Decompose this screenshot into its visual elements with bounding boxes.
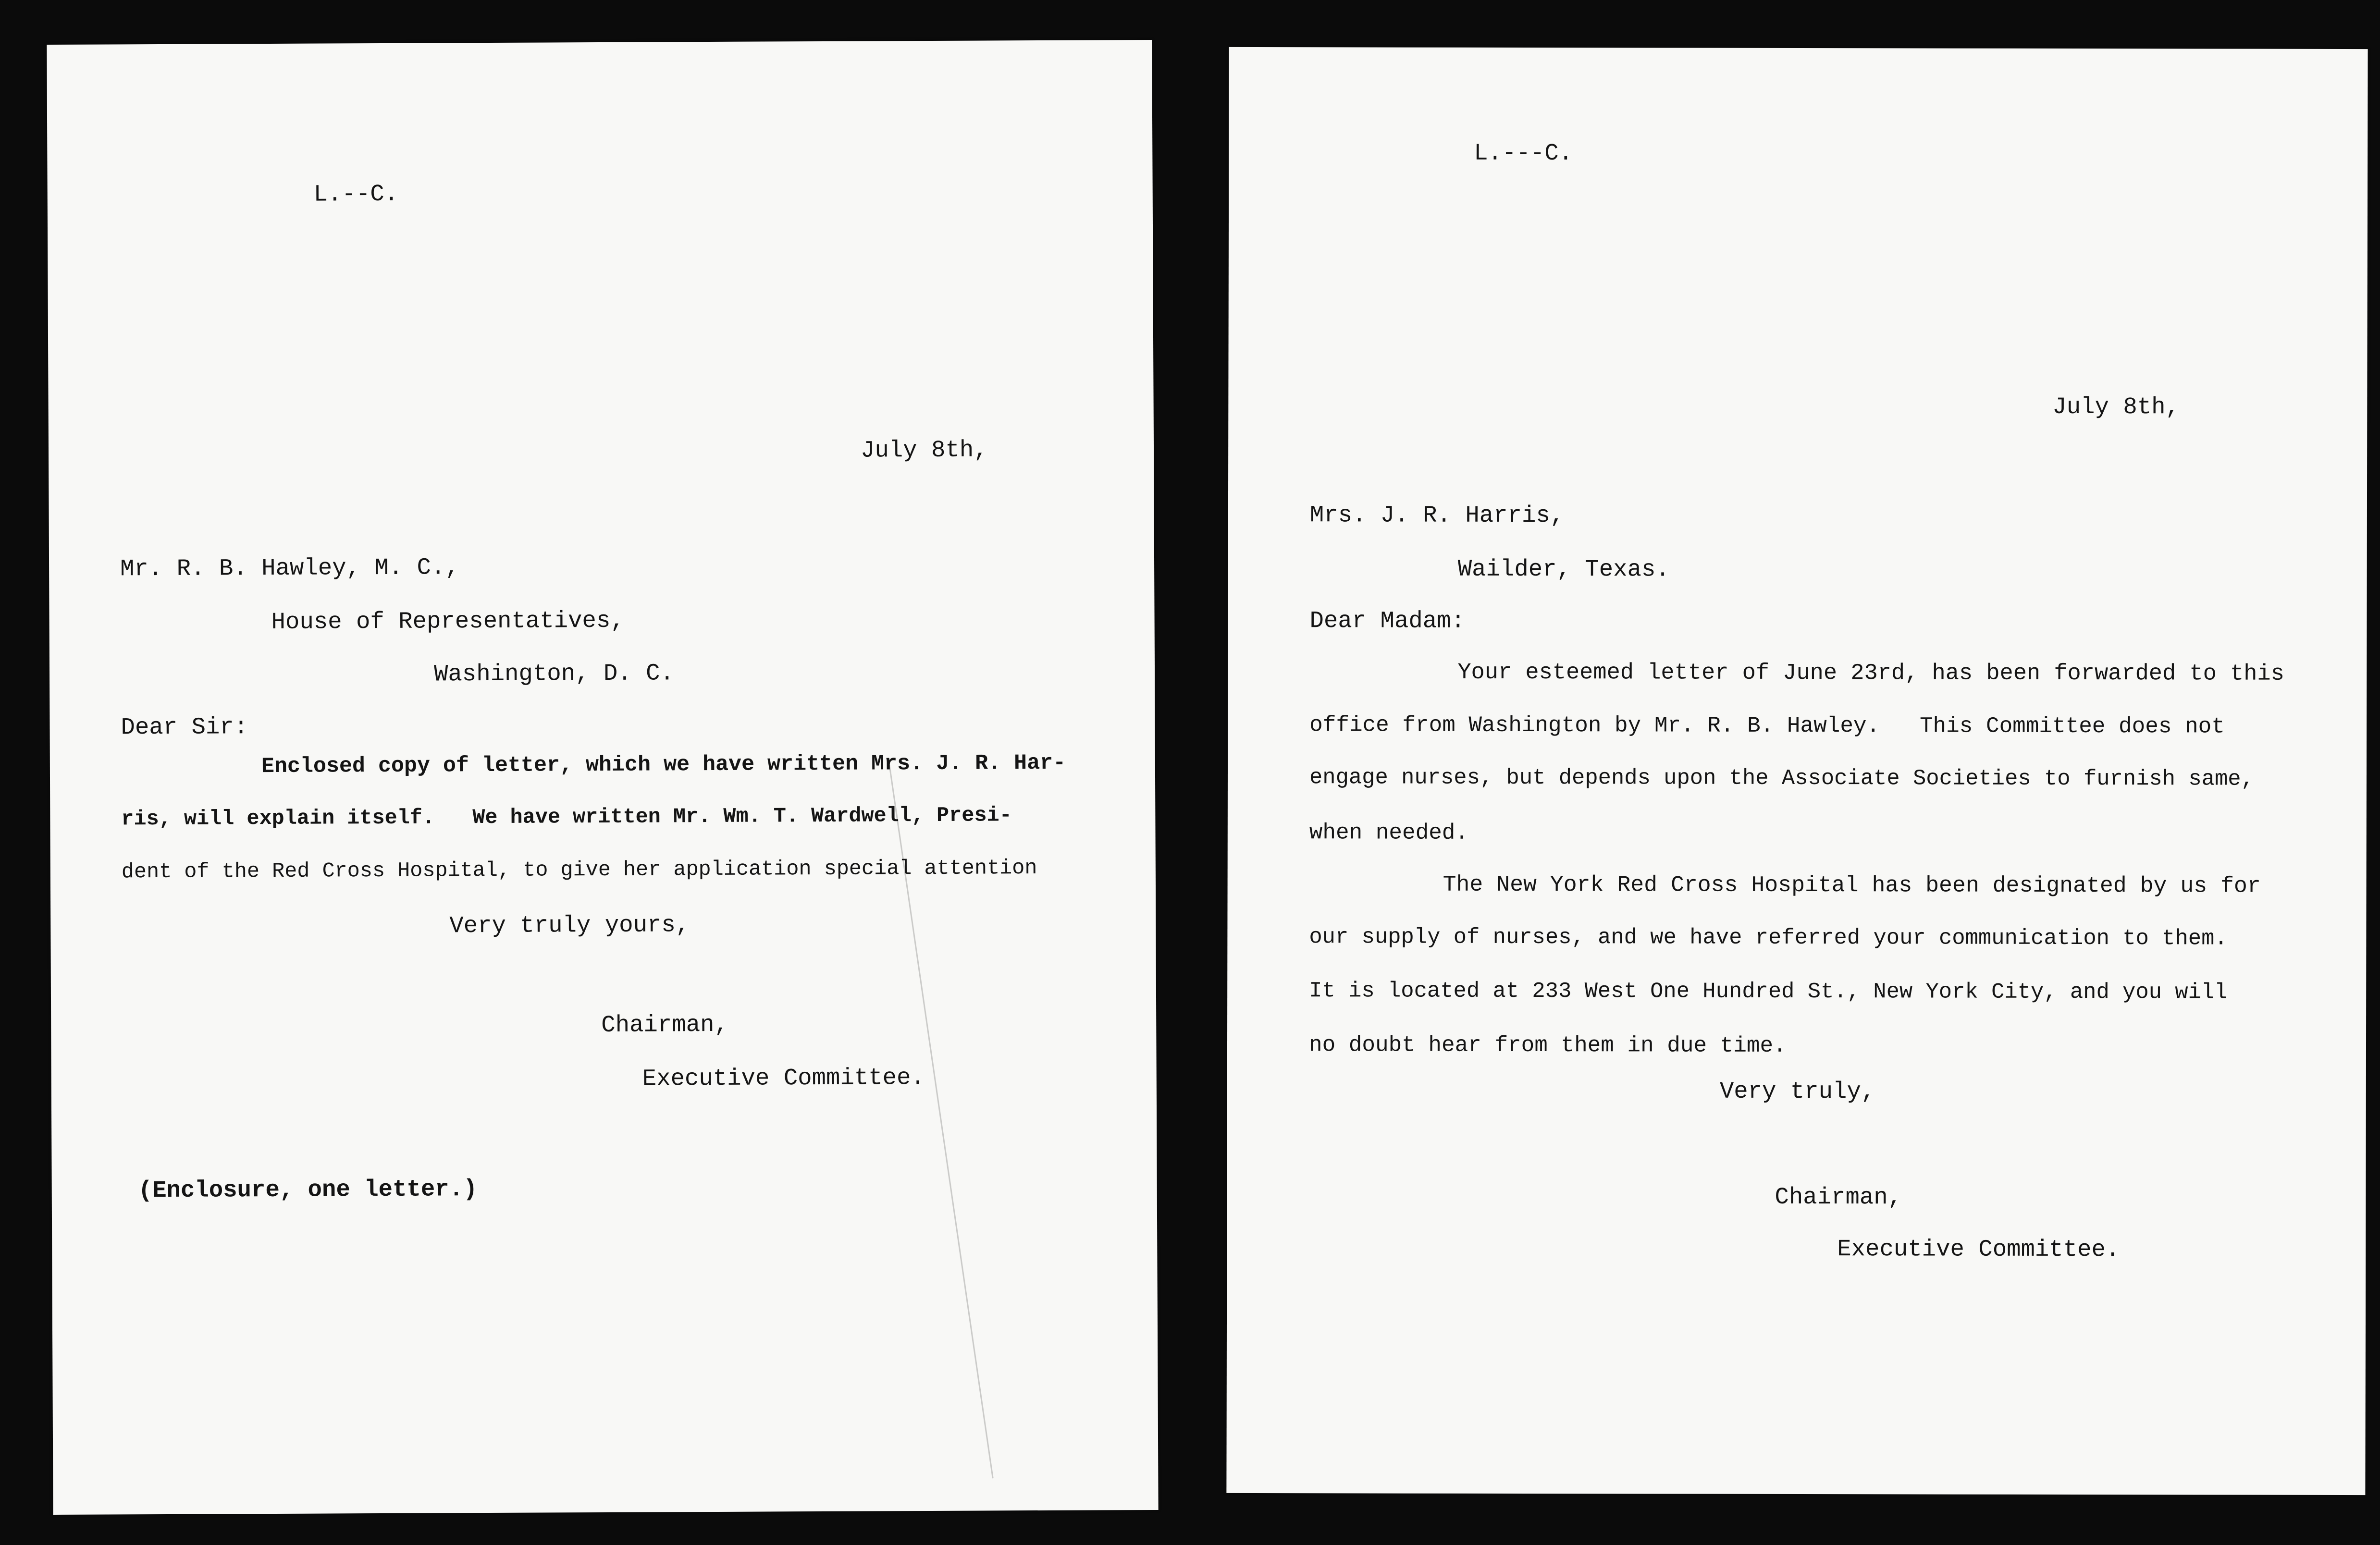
signature-title: Chairman, [601, 1011, 729, 1039]
body-line: no doubt hear from them in due time. [1308, 1032, 1787, 1058]
closing: Very truly yours, [449, 911, 690, 940]
signature-committee: Executive Committee. [642, 1064, 925, 1092]
salutation: Dear Madam: [1309, 607, 1466, 635]
body-line: office from Washington by Mr. R. B. Hawley. This Committee does not [1309, 712, 2225, 739]
reference-code: L.---C. [1474, 139, 1573, 167]
address-line: House of Representatives, [271, 607, 625, 636]
body-line: ris, will explain itself. We have written Mr. Wm. T. Wardwell, Presi- [121, 804, 1012, 832]
salutation: Dear Sir: [121, 713, 248, 741]
body-line: It is located at 233 West One Hundred St., New York City, and you will [1309, 978, 2228, 1005]
body-line: Your esteemed letter of June 23rd, has been forwarded to this [1457, 660, 2284, 687]
address-line: Mrs. J. R. Harris, [1309, 502, 1565, 529]
address-line: Mr. R. B. Hawley, M. C., [120, 554, 459, 583]
letter-date: July 8th, [2052, 393, 2180, 421]
reference-code: L.--C. [313, 180, 399, 208]
left-letter-sheet [47, 40, 1158, 1515]
body-line: our supply of nurses, and we have referred your communication to them. [1309, 924, 2228, 951]
closing: Very truly, [1719, 1078, 1875, 1105]
signature-committee: Executive Committee. [1837, 1236, 2120, 1263]
address-line: Wailder, Texas. [1457, 555, 1670, 583]
letter-date: July 8th, [860, 436, 988, 464]
enclosure-note: (Enclosure, one letter.) [138, 1176, 478, 1204]
body-line: engage nurses, but depends upon the Associate Societies to furnish same, [1309, 765, 2254, 792]
right-letter-sheet [1226, 47, 2368, 1495]
body-line: dent of the Red Cross Hospital, to give her application special attention [121, 857, 1037, 884]
body-line: when needed. [1309, 820, 1469, 846]
body-line: The New York Red Cross Hospital has been designated by us for [1443, 871, 2261, 899]
signature-title: Chairman, [1775, 1183, 1902, 1211]
body-line: Enclosed copy of letter, which we have written Mrs. J. R. Har- [261, 750, 1066, 779]
address-line: Washington, D. C. [433, 660, 675, 688]
